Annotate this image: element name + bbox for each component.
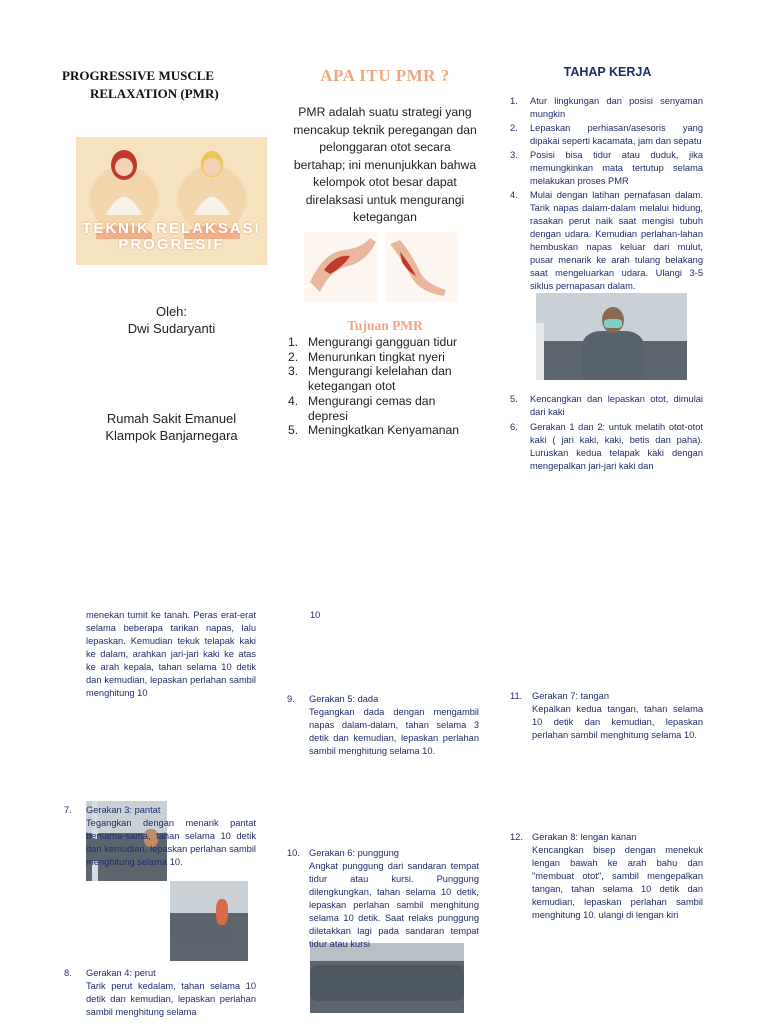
step-number: 12. — [510, 832, 523, 842]
step-item — [510, 122, 703, 148]
step-title: Gerakan 7: tangan — [532, 691, 610, 701]
banner-caption — [76, 221, 267, 253]
step-text: Tegangkan dengan menarik pantat bersama-sama, tahan selama 10 detik dan kemudian, lepaskan perlahan sambil menghitung selama 10. — [86, 818, 256, 867]
step-text: Mulai dengan latihan pernafasan dalam. Tarik napas dalam-dalam melalui hidung, rasakan perut naik saat mengisi tubuh dengan udara. Kemudian perlahan-lahan hembuskan napas keluar dari mulut, pusar menarik ke arah tulang belakang saat mengeluarkan udara. Ulangi 3-5 siklus pernapasan dalam. — [530, 190, 703, 291]
goal-text: Meningkatkan Kenyamanan — [308, 423, 460, 438]
step-item — [510, 189, 703, 293]
goal-number: 1. — [288, 335, 299, 349]
hospital-line-2: Klampok Banjarnegara — [105, 428, 238, 443]
step-7 — [64, 804, 256, 869]
step-number: 6. — [510, 422, 518, 432]
step-9 — [287, 693, 479, 758]
step-12 — [510, 831, 703, 922]
stomach-exercise-photo — [310, 943, 464, 1013]
banner-caption-line-2: PROGRESIF — [118, 236, 225, 253]
goal-text: Mengurangi kelelahan dan ketegangan otot — [308, 364, 452, 394]
by-label: Oleh: — [155, 304, 188, 319]
step-text: Atur lingkungan dan posisi senyaman mungkin — [530, 96, 703, 119]
step-title: Gerakan 5: dada — [309, 694, 379, 704]
goal-item — [288, 394, 478, 423]
goal-item — [288, 335, 478, 350]
author-block — [76, 303, 267, 337]
foot-exercise-photo-2 — [170, 881, 248, 961]
goal-item — [288, 364, 478, 393]
breathing-photo — [536, 293, 687, 380]
muscle-diagram — [304, 232, 458, 302]
pmr-banner-image — [76, 137, 267, 265]
hospital-block — [76, 410, 267, 444]
goal-number: 3. — [288, 364, 299, 379]
title-line-1: PROGRESSIVE MUSCLE — [62, 68, 215, 83]
goal-number: 4. — [288, 393, 299, 408]
goals-list — [288, 335, 478, 438]
step-number: 11. — [510, 691, 523, 701]
step-number: 7. — [64, 805, 72, 815]
step-text: Gerakan 1 dan 2: untuk melatih otot-otot kaki ( jari kaki, kaki, betis dan paha). Luruskan kedua telapak kaki dengan mengepalkan jari-jari kaki dan — [530, 422, 703, 471]
step-text: Kencangkan dan lepaskan otot, dimulai dari kaki — [530, 394, 703, 417]
pmr-definition: PMR adalah suatu strategi yang mencakup teknik peregangan dan pelonggaran otot secara bertahap; ini menunjukkan bahwa kelompok otot besar dapat direlaksasi untuk mengurangi ketegangan — [293, 105, 477, 224]
step-8 — [64, 967, 256, 1019]
step-number: 9. — [287, 694, 295, 704]
step-number: 3. — [510, 150, 518, 160]
goals-heading: Tujuan PMR — [347, 318, 423, 333]
banner-caption-line-1: TEKNIK RELAKSASI — [82, 220, 261, 237]
goal-text: Mengurangi cemas dan depresi — [308, 393, 436, 423]
step-text: Lepaskan perhiasan/asesoris yang dipakai seperti kacamata, jam dan sepatu — [530, 123, 703, 146]
step-number: 4. — [510, 190, 518, 200]
step-number: 5. — [510, 394, 518, 404]
step-text: Posisi bisa tidur atau duduk, jika memungkinkan mata tertutup selama melakukan proses PMR — [530, 150, 703, 186]
step-number: 2. — [510, 123, 518, 133]
step-title: Gerakan 4: perut — [86, 968, 156, 978]
work-steps-heading: TAHAP KERJA — [563, 65, 652, 79]
hospital-line-1: Rumah Sakit Emanuel — [106, 411, 237, 426]
step-text: Kencangkan bisep dengan menekuk lengan bawah ke arah bahu dan "membuat otot", sambil mengepalkan tangan, tahan selama 10 detik dan kemudian, lepaskan perlahan sambil menghitung 10. ulangi di lengan kiri — [532, 845, 703, 920]
goal-number: 2. — [288, 349, 299, 364]
goal-item — [288, 423, 478, 438]
brochure-title — [62, 67, 262, 103]
step-item — [510, 95, 703, 121]
goal-item — [288, 350, 478, 365]
author-name: Dwi Sudaryanti — [127, 321, 216, 336]
goal-text: Menurunkan tingkat nyeri — [308, 349, 445, 364]
step-title: Gerakan 3: pantat — [86, 805, 161, 815]
step-number: 10. — [287, 848, 300, 858]
title-line-2: RELAXATION (PMR) — [90, 86, 219, 101]
step-11 — [510, 690, 703, 742]
step-title: Gerakan 6: punggung — [309, 848, 399, 858]
muscle-contraction-illustration — [304, 232, 458, 302]
step-text: Angkat punggung dari sandaran tempat tidur atau kursi. Punggung dilengkungkan, tahan selama 10 detik, lepaskan perlahan sambil menghitung selama 10 detik. Saat relaks punggung diletakkan lagi pada sandaran tempat tidur atau kursi — [309, 861, 479, 949]
goal-text: Mengurangi gangguan tidur — [308, 335, 458, 349]
step-item — [510, 421, 703, 473]
step6-continuation: menekan tumit ke tanah. Peras erat-erat selama beberapa tarikan napas, lalu lepaskan. Kemudian tekuk telapak kaki ke dalam, arahkan jari-jari kaki ke atas ke arah kepala, tahan selama 10 detik dan kemudian, lepaskan perlahan sambil menghitung 10 — [86, 610, 256, 698]
step-text: Tegangkan dada dengan mengambil napas dalam-dalam, tahan selama 3 detik dan kemudian, lepaskan perlahan sambil menghitung selama 10. — [309, 707, 479, 756]
step-text: Kepalkan kedua tangan, tahan selama 10 detik dan kemudian, lepaskan perlahan sambil menghitung selama 10. — [532, 704, 703, 740]
step-title: Gerakan 8: lengan kanan — [532, 832, 637, 842]
step-item — [510, 393, 703, 419]
step-item — [510, 149, 703, 188]
step-number: 8. — [64, 968, 72, 978]
step8-continuation: 10 — [310, 610, 321, 620]
work-steps-list-a — [510, 95, 703, 294]
step-number: 1. — [510, 96, 518, 106]
goal-number: 5. — [288, 423, 299, 438]
step-text: Tarik perut kedalam, tahan selama 10 detik dan kemudian, lepaskan perlahan sambil menghitung selama — [86, 981, 256, 1017]
work-steps-list-b — [510, 393, 703, 474]
what-is-pmr-heading: APA ITU PMR ? — [320, 66, 450, 85]
step-10 — [287, 847, 479, 951]
